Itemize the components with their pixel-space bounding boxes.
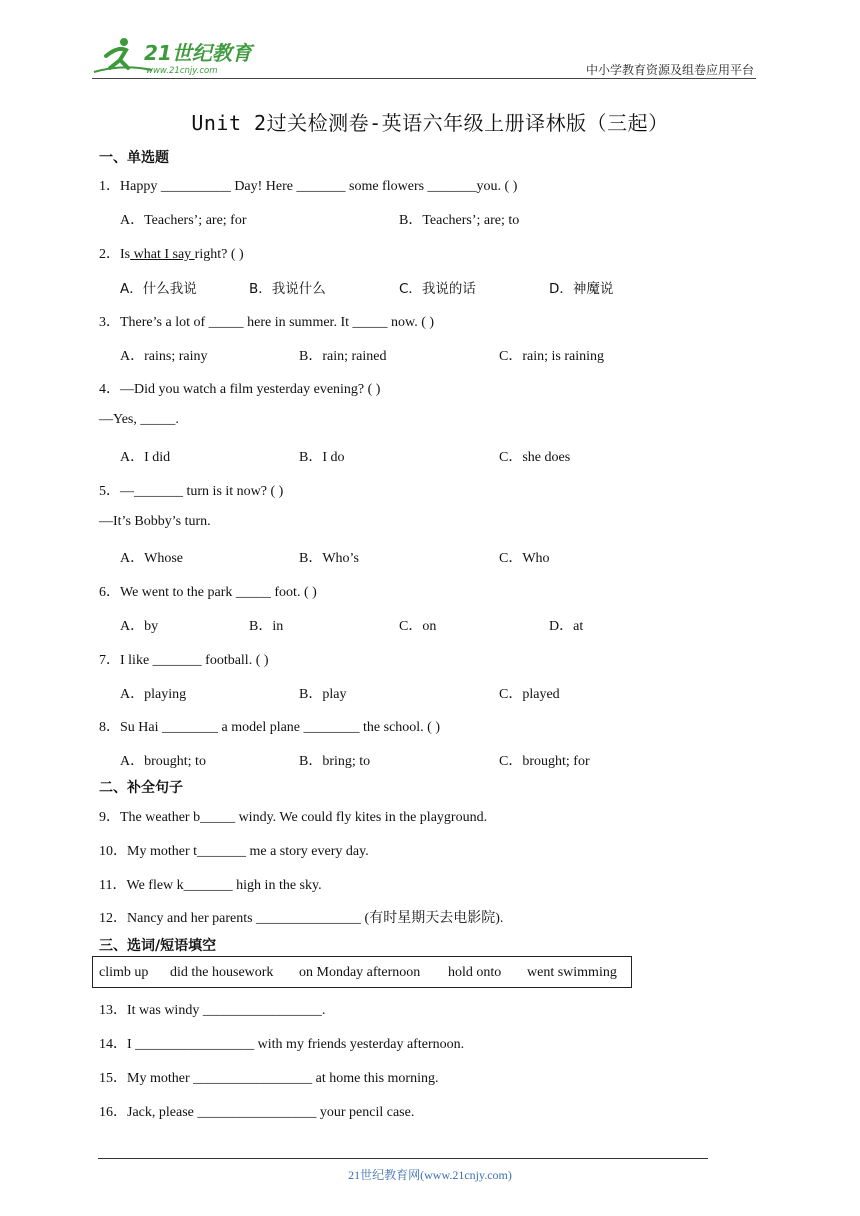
platform-name: 中小学教育资源及组卷应用平台 <box>585 63 754 77</box>
option-a: A．playing <box>120 687 187 702</box>
option-a: A．by <box>120 619 159 634</box>
option-a: A．I did <box>120 450 171 465</box>
option-c: C．on <box>399 619 437 634</box>
question-16: 16．Jack, please _________________ your pencil case. <box>99 1105 415 1120</box>
option-c: C．我说的话 <box>399 281 476 297</box>
word-bank-item: climb up <box>99 965 149 980</box>
header-divider <box>92 78 756 79</box>
runner-logo-icon <box>92 36 262 78</box>
word-bank <box>92 956 632 988</box>
question-6: 6．We went to the park _____ foot. ( ) <box>99 585 317 600</box>
word-bank-item: went swimming <box>527 965 617 980</box>
option-a: A．什么我说 <box>120 281 197 297</box>
option-d: D．神魔说 <box>549 281 614 297</box>
logo-text: 21世纪教育 <box>144 41 252 65</box>
option-b: B．我说什么 <box>249 281 326 297</box>
question-14: 14．I _________________ with my friends yesterday afternoon. <box>99 1037 465 1052</box>
option-b: B．I do <box>299 450 345 465</box>
question-4-reply: —Yes, _____. <box>99 412 179 427</box>
option-c: C．Who <box>499 551 550 566</box>
option-a: A．brought; to <box>120 754 206 769</box>
question-7: 7．I like _______ football. ( ) <box>99 653 269 668</box>
option-c: C．brought; for <box>499 754 590 769</box>
option-a: A．Teachers’; are; for <box>120 213 247 228</box>
page-title: Unit 2过关检测卷-英语六年级上册译林版（三起） <box>191 111 669 135</box>
question-3: 3．There’s a lot of _____ here in summer. It _____ now. ( ) <box>99 315 435 330</box>
word-bank-item: on Monday afternoon <box>299 965 421 980</box>
option-a: A．Whose <box>120 551 183 566</box>
option-b: B．bring; to <box>299 754 371 769</box>
site-logo[interactable] <box>92 36 262 78</box>
option-b: B．rain; rained <box>299 349 387 364</box>
option-c: C．she does <box>499 450 571 465</box>
underlined-phrase: what I say <box>130 247 195 262</box>
question-text: 2．Is <box>99 247 131 262</box>
option-c: C．played <box>499 687 560 702</box>
section-heading: 二、补全句子 <box>99 780 183 796</box>
question-5: 5．—_______ turn is it now? ( ) <box>99 484 284 499</box>
question-2 <box>99 243 244 263</box>
question-8: 8．Su Hai ________ a model plane ________ the school. ( ) <box>99 720 441 735</box>
option-a: A．rains; rainy <box>120 349 208 364</box>
section-heading: 一、单选题 <box>99 150 169 166</box>
option-c: C．rain; is raining <box>499 349 604 364</box>
section-heading: 三、选词/短语填空 <box>99 938 217 954</box>
question-15: 15．My mother _________________ at home this morning. <box>99 1071 439 1086</box>
question-12: 12．Nancy and her parents _______________ (有时星期天去电影院). <box>99 911 504 926</box>
option-b: B．play <box>299 687 347 702</box>
word-bank-item: did the housework <box>170 965 274 980</box>
question-13: 13．It was windy _________________. <box>99 1003 326 1018</box>
question-9: 9．The weather b_____ windy. We could fly kites in the playground. <box>99 810 488 825</box>
logo-subtext: www.21cnjy.com <box>146 66 218 76</box>
option-b: B．Who’s <box>299 551 359 566</box>
option-b: B．in <box>249 619 284 634</box>
question-11: 11．We flew k_______ high in the sky. <box>99 878 322 893</box>
footer-link[interactable]: 21世纪教育网(www.21cnjy.com) <box>348 1168 512 1182</box>
question-4: 4．—Did you watch a film yesterday evening? ( ) <box>99 382 381 397</box>
option-d: D．at <box>549 619 584 634</box>
question-5-reply: —It’s Bobby’s turn. <box>99 514 211 529</box>
question-10: 10．My mother t_______ me a story every day. <box>99 844 369 859</box>
footer-divider <box>98 1158 708 1159</box>
word-bank-item: hold onto <box>448 965 502 980</box>
question-text: right? ( ) <box>194 247 244 262</box>
question-1: 1．Happy __________ Day! Here _______ some flowers _______you. ( ) <box>99 179 518 194</box>
option-b: B．Teachers’; are; to <box>399 213 520 228</box>
